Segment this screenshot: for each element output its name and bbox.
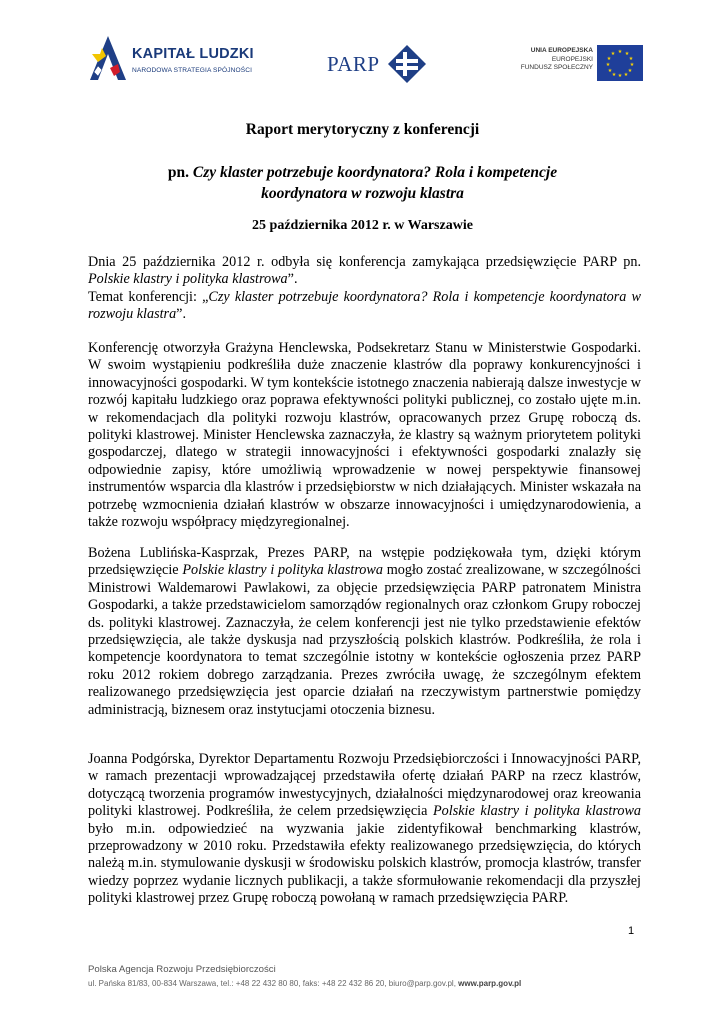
subtitle-italic: Czy klaster potrzebuje koordynatora? Rola i kompetencje koordynatora w rozwoju klastra: [192, 164, 558, 202]
svg-text:★: ★: [628, 56, 634, 62]
lublinska-italic: Polskie klastry i polityka klastrowa: [182, 562, 383, 579]
date-line: 25 października 2012 r. w Warszawie: [252, 218, 473, 233]
topic-italic: Czy klaster potrzebuje koordynatora? Rola i kompetencje koordynatora w rozwoju klastra: [88, 288, 641, 323]
svg-text:★: ★: [605, 62, 611, 68]
eu-flag-icon: [597, 45, 643, 81]
eu-logo: [503, 45, 643, 83]
eu-line2: EUROPEJSKI: [551, 55, 593, 63]
subtitle-prefix: pn.: [167, 164, 193, 181]
intro-end: ”.: [287, 271, 298, 288]
lublinska-text-a: Bożena Lublińska-Kasprzak, Prezes PARP, na wstępie podziękowała tym, dzięki którym przedsięwzięcie: [88, 545, 641, 579]
document-title: Raport merytoryczny z konferencji: [245, 121, 480, 138]
eu-line3: FUNDUSZ SPOŁECZNY: [520, 64, 593, 72]
eu-text: [521, 47, 593, 73]
paragraph-intro: [88, 254, 641, 324]
podgorska-text-a: Joanna Podgórska, Dyrektor Departamentu Rozwoju Przedsiębiorczości i Innowacyjności PARP, w ramach prezentacji wprowadzającej przedstawiła ofertę działań PARP na rzecz klastrów, dotyczącą tworzenia programów inwestycyjnych, działalności międzynarodowej oraz kreowania polityki klastrowej. Podkreśliła, że celem przedsięwzięcia: [88, 751, 641, 820]
footer-org: Polska Agencja Rozwoju Przedsiębiorczości: [88, 964, 276, 975]
kapital-ludzki-logo: [88, 34, 278, 84]
footer-website-link[interactable]: www.parp.gov.pl: [458, 979, 522, 988]
parp-name: PARP: [327, 52, 380, 76]
podgorska-italic: Polskie klastry i polityka klastrowa: [433, 803, 641, 820]
topic-label: Temat konferencji: „: [88, 288, 209, 305]
kapital-ludzki-emblem-icon: [88, 34, 128, 82]
svg-text:★: ★: [627, 68, 633, 74]
paragraph-henclewska: [88, 340, 641, 531]
footer: [88, 964, 521, 988]
svg-text:★: ★: [611, 72, 617, 78]
footer-address: [88, 979, 521, 988]
svg-text:★: ★: [617, 73, 623, 79]
henclewska-text: Konferencję otworzyła Grażyna Henclewska, Podsekretarz Stanu w Ministerstwie Gospodarki. W swoim wystąpieniu podkreśliła duże znaczenie klastrów dla poprawy konkurencyjności i innowacyjności gospodarki. W tym kontekście istotnego znaczenia nabierają dalsze inwestycje w rozwój kapitału ludzkiego oraz poprawa efektywności polityki publicznej, co zostało ujęte m.in. w rekomendacjach dla polityki rozwoju klastrów, opracowanych przez Grupę roboczą ds. polityki klastrowej. Minister Henclewska zaznaczyła, że klastry są ważnym priorytetem polityki gospodarczej, dlatego w strategii innowacyjności i efektywności gospodarki znalazły się odpowiednie zapisy, które umożliwią wprowadzenie w nowej perspektywie finansowej instrumentów wsparcia dla klastrów i przedsiębiorstw w nich działających. Minister wskazała na potrzebę wzmocnienia działań klastrów w obszarze innowacyjności i umiędzynarodowienia, a także rozwoju współpracy międzyregionalnej.: [88, 340, 642, 531]
paragraph-podgorska: [88, 751, 641, 908]
page-number: 1: [628, 925, 635, 937]
svg-text:★: ★: [624, 51, 630, 57]
svg-text:★: ★: [607, 68, 613, 74]
svg-text:★: ★: [606, 56, 612, 62]
svg-text:★: ★: [629, 62, 635, 68]
footer-address-text: ul. Pańska 81/83, 00-834 Warszawa, tel.: +48 22 432 80 80, faks: +48 22 432 86 20, biuro@parp.gov.pl,: [88, 979, 459, 988]
intro-text: Dnia 25 października 2012 r. odbyła się konferencja zamykająca przedsięwzięcie PARP pn.: [88, 254, 641, 270]
svg-text:★: ★: [623, 72, 629, 78]
eu-line1: UNIA EUROPEJSKA: [530, 47, 593, 54]
svg-text:★: ★: [617, 49, 623, 55]
paragraph-lublinska: [88, 545, 641, 719]
parp-logo: [327, 44, 427, 84]
podgorska-text-b: było m.in. odpowiedzieć na wyzwania jakie zidentyfikował benchmarking klastrów, przeprowadzony w 2010 roku. Przedstawiła efekty realizowanego przedsięwzięcia, do których należą m.in. stymulowanie dyskusji w środowisku polskich klastrów, promocja klastrów, transfer wiedzy poprzez wydanie licznych publikacji, a także sformułowanie rekomendacji dla przyszłej polityki klastrowej przez Grupę roboczą powołaną w ramach przedsięwzięcia PARP.: [88, 820, 641, 907]
intro-italic: Polskie klastry i polityka klastrowa: [88, 271, 288, 288]
topic-end: ”.: [176, 306, 187, 323]
kapital-ludzki-title: KAPITAŁ LUDZKI: [132, 46, 254, 62]
parp-diamond-icon: [387, 44, 427, 84]
document-subtitle: [140, 162, 585, 204]
lublinska-text-b: mogło zostać zrealizowane, w szczególności Ministrowi Waldemarowi Pawlakowi, za objęcie przedsięwzięcia PARP patronatem Ministra Gospodarki, a także przedstawicielom samorządów regionalnych oraz członkom Grupy roboczej ds. polityki klastrowej. Zaznaczyła, że celem konferencji jest nie tylko przedstawienie efektów przedsięwzięcia, ale także dyskusja nad przyszłością polskich klastrów. Podkreśliła, że rola i kompetencje koordynatora to temat szczególnie istotny w kontekście ogłoszenia przez PARP roku 2012 rokiem dobrego zarządzania. Prezes zwróciła uwagę, że szczególnym efektem realizowanego przedsięwzięcia jest oparcie działań na rzeczywistym partnerstwie pomiędzy administracją, biznesem oraz instytucjami otoczenia biznesu.: [88, 562, 641, 718]
kapital-ludzki-subtitle: NARODOWA STRATEGIA SPÓJNOŚCI: [132, 67, 253, 74]
svg-text:★: ★: [610, 51, 616, 57]
